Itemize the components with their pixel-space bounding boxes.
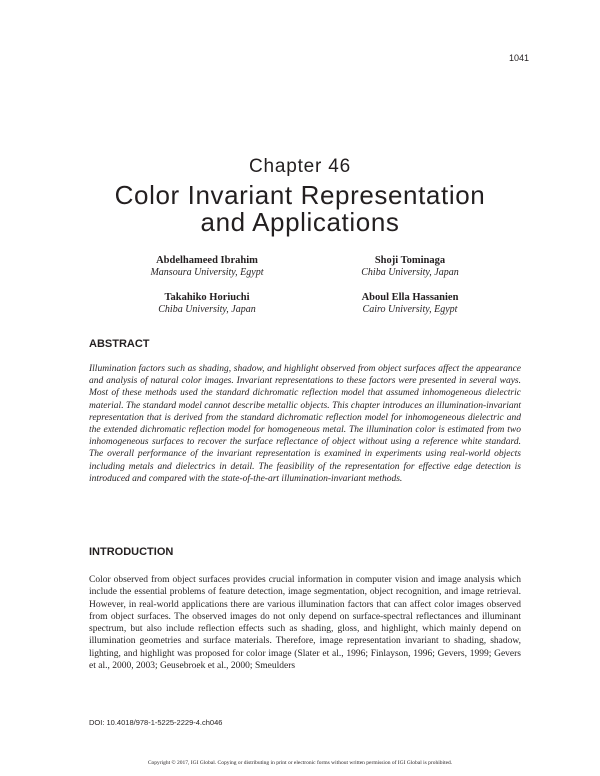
page-number: 1041: [508, 53, 529, 63]
author-block: [97, 255, 317, 279]
chapter-title-line-2: and Applications: [200, 207, 400, 237]
author-affiliation: Chiba University, Japan: [361, 267, 459, 278]
author-affiliation: Cairo University, Egypt: [362, 304, 458, 315]
chapter-label: Chapter 46: [248, 156, 351, 177]
abstract-text: Illumination factors such as shading, shadow, and highlight observed from object surfaces affect the appearance and analysis of natural color images. Invariant representations to these factors were presented in several ways. Most of these methods used the standard dichromatic reflection model that assumed inhomogeneous dielectric material. The standard model cannot describe metallic objects. This chapter introduces an illumination-invariant representation that is derived from the standard dichromatic reflection model for inhomogeneous dielectric and the extended dichromatic reflection model for homogeneous metal. The illumination color is estimated from two inhomogeneous surfaces to recover the surface reflectance of object without using a reference white standard. The overall performance of the invariant representation is examined in experiments using real-world objects including metals and dielectrics in detail. The feasibility of the representation for effective edge detection is introduced and compared with the state-of-the-art illumination-invariant methods.: [89, 364, 521, 484]
chapter-title: [0, 182, 600, 236]
copyright-notice: Copyright © 2017, IGI Global. Copying or distributing in print or electronic forms without written permission of IGI Global is prohibited.: [147, 760, 453, 766]
chapter-title-line-1: Color Invariant Representation: [114, 180, 486, 210]
doi-line: DOI: 10.4018/978-1-5225-2229-4.ch046: [89, 718, 223, 727]
author-affiliation: Chiba University, Japan: [158, 304, 256, 315]
author-name: Aboul Ella Hassanien: [361, 292, 459, 303]
introduction-text: Color observed from object surfaces provides crucial information in computer vision and image analysis which include the essential problems of feature detection, image segmentation, object recognition, and image retrieval. However, in real-world applications there are various illumination factors that can affect color images observed from object surfaces. The observed images do not only depend on surface-spectral reflectances and illuminant spectrum, but also include reflection effects such as shading, gloss, and highlight, which mainly depend on illumination geometries and surface materials. Therefore, image representation invariant to shading, shadow, lighting, and highlight was proposed for color image (Slater et al., 1996; Finlayson, 1996; Gevers, 1999; Gevers et al., 2000, 2003; Geusebroek et al., 2000; Smeulders: [89, 575, 521, 672]
introduction-heading: INTRODUCTION: [89, 546, 174, 558]
author-name: Abdelhameed Ibrahim: [156, 255, 258, 266]
author-name: Takahiko Horiuchi: [164, 292, 250, 303]
abstract-heading: ABSTRACT: [89, 338, 150, 350]
author-name: Shoji Tominaga: [374, 255, 446, 266]
author-block: [300, 292, 520, 316]
author-block: [300, 255, 520, 279]
author-block: [97, 292, 317, 316]
author-affiliation: Mansoura University, Egypt: [150, 267, 264, 278]
